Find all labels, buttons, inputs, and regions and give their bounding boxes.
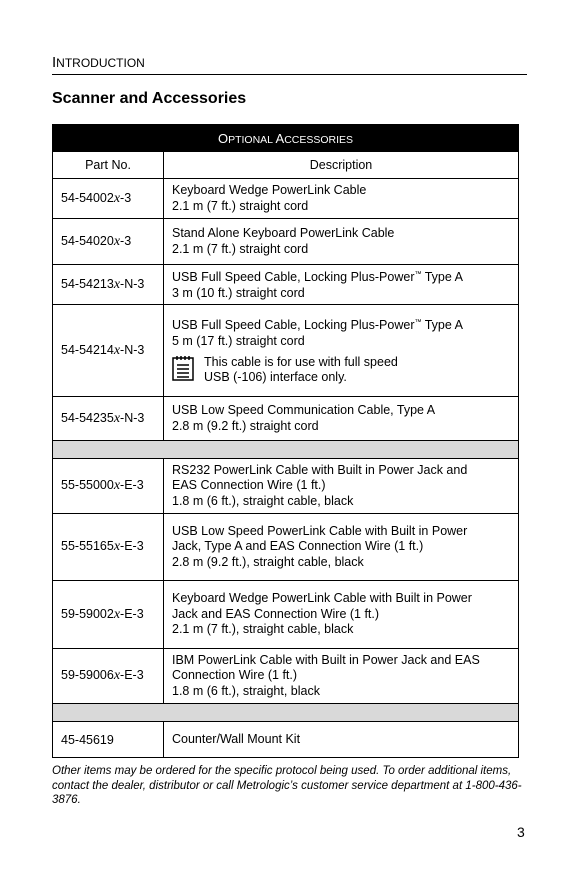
description: USB Low Speed PowerLink Cable with Built in Power Jack, Type A and EAS Connection Wire (1 ft.) 2.8 m (9.2 ft.), straight cable, black — [164, 514, 519, 581]
description: RS232 PowerLink Cable with Built in Power Jack and EAS Connection Wire (1 ft.) 1.8 m (6 ft.), straight cable, black — [164, 459, 519, 514]
description: Keyboard Wedge PowerLink Cable with Built in Power Jack and EAS Connection Wire (1 ft.) 2.1 m (7 ft.), straight cable, black — [164, 581, 519, 649]
footer-note: Other items may be ordered for the specific protocol being used. To order additional items, contact the dealer, distributor or call Metrologic’s customer service department at 1-800-436-3876. — [52, 765, 522, 806]
part-number: 59-59002x-E-3 — [53, 581, 164, 649]
page-number: 3 — [517, 824, 525, 840]
description: Keyboard Wedge PowerLink Cable 2.1 m (7 ft.) straight cord — [164, 179, 519, 219]
description: Stand Alone Keyboard PowerLink Cable 2.1 m (7 ft.) straight cord — [164, 219, 519, 265]
table-row — [53, 397, 519, 441]
description: USB Full Speed Cable, Locking Plus-Power™ Type A 3 m (10 ft.) straight cord — [164, 265, 519, 305]
part-number: 54-54235x-N-3 — [53, 397, 164, 441]
part-number: 54-54002x-3 — [53, 179, 164, 219]
table-separator — [53, 441, 519, 459]
part-number: 45-45619 — [53, 722, 164, 758]
table-caption: OPTIONAL ACCESSORIES — [53, 125, 519, 152]
table-row — [53, 179, 519, 219]
accessories-table — [52, 124, 519, 758]
table-row — [53, 722, 519, 758]
table-separator — [53, 704, 519, 722]
table-row — [53, 649, 519, 704]
table-row — [53, 459, 519, 514]
table-row — [53, 265, 519, 305]
notepad-icon — [172, 355, 194, 381]
header-initial: I — [52, 54, 57, 71]
description: USB Low Speed Communication Cable, Type A 2.8 m (9.2 ft.) straight cord — [164, 397, 519, 441]
header-rest: NTRODUCTION — [56, 56, 145, 70]
column-header-part-no: Part No. — [53, 152, 164, 179]
table-row — [53, 305, 519, 397]
description: IBM PowerLink Cable with Built in Power Jack and EAS Connection Wire (1 ft.) 1.8 m (6 ft.), straight, black — [164, 649, 519, 704]
column-header-description: Description — [164, 152, 519, 179]
description: Counter/Wall Mount Kit — [164, 722, 519, 758]
section-title: Scanner and Accessories — [52, 90, 247, 107]
table-row — [53, 219, 519, 265]
description: USB Full Speed Cable, Locking Plus-Power™ Type A 5 m (17 ft.) straight cord This cable is for use with full speed USB (-106) interface only. — [164, 305, 519, 397]
table-row — [53, 514, 519, 581]
running-header — [52, 54, 527, 75]
part-number: 55-55165x-E-3 — [53, 514, 164, 581]
part-number: 54-54214x-N-3 — [53, 305, 164, 397]
part-number: 54-54020x-3 — [53, 219, 164, 265]
part-number: 54-54213x-N-3 — [53, 265, 164, 305]
part-number: 55-55000x-E-3 — [53, 459, 164, 514]
note: This cable is for use with full speed USB (-106) interface only. — [172, 355, 510, 386]
table-row — [53, 581, 519, 649]
part-number: 59-59006x-E-3 — [53, 649, 164, 704]
